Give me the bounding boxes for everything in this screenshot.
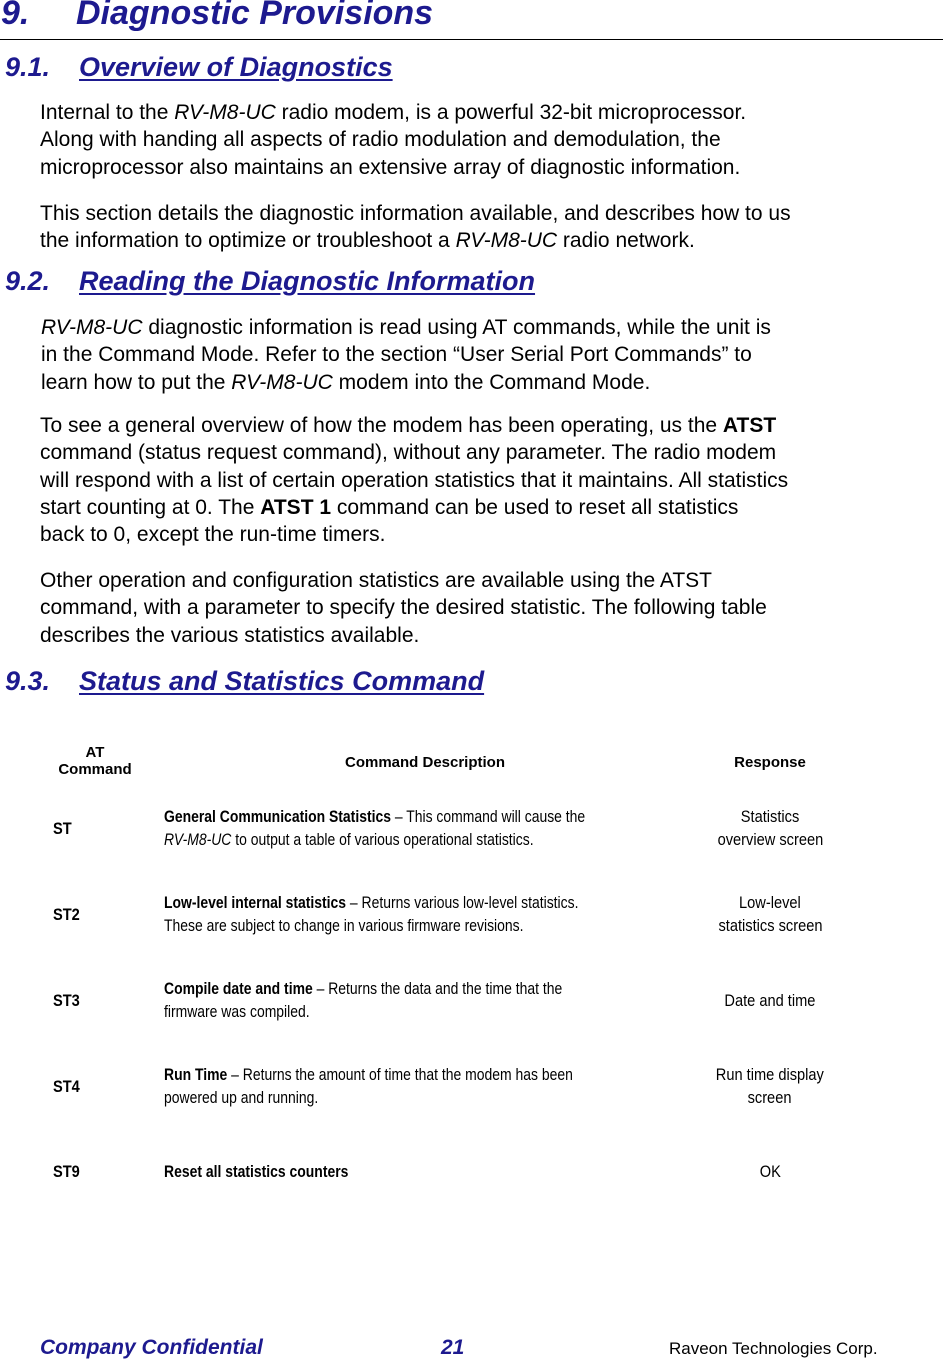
subsection-title: Overview of Diagnostics xyxy=(79,52,393,82)
table-cell-description: Run Time – Returns the amount of time that the modem has been powered up and running. xyxy=(164,1065,573,1107)
subsection-title: Reading the Diagnostic Information xyxy=(79,266,536,296)
footer-confidential: Company Confidential xyxy=(40,1336,263,1359)
table-cell-command: ST2 xyxy=(53,905,80,924)
subsection-heading-9-2: 9.2. Reading the Diagnostic Information xyxy=(5,266,536,296)
footer-company: Raveon Technologies Corp. xyxy=(669,1339,878,1358)
table-cell-command: ST4 xyxy=(53,1077,80,1096)
table-cell-description: Compile date and time – Returns the data and the time that the firmware was compiled. xyxy=(164,979,563,1021)
page-number: 21 xyxy=(441,1336,465,1359)
table-cell-description: General Communication Statistics – This command will cause the RV-M8-UC to output a table of various operational statistics. xyxy=(164,807,586,849)
section-number: 9. xyxy=(1,0,30,32)
table-header-description: Command Description xyxy=(344,754,506,771)
reading-paragraph-1: RV-M8-UC diagnostic information is read using AT commands, while the unit is in the Command Mode. Refer to the section “User Serial Port Commands” to learn how to put the RV-M8-UC modem into the Command Mode. xyxy=(41,316,771,394)
reading-paragraph-2: To see a general overview of how the modem has been operating, us the ATST command (status request command), without any parameter. The radio modem will respond with a list of certain operation statistics that it maintains. All statistics start counting at 0. The ATST 1 command can be used to reset all statistics back to 0, except the run-time timers. xyxy=(40,414,789,547)
table-cell-command: ST9 xyxy=(53,1162,80,1181)
subsection-heading-9-1: 9.1. Overview of Diagnostics xyxy=(5,52,393,82)
table-cell-response: Statistics overview screen xyxy=(717,807,823,849)
table-cell-response: Low-level statistics screen xyxy=(717,893,823,935)
section-title: Diagnostic Provisions xyxy=(76,0,434,32)
overview-paragraph-1: Internal to the RV-M8-UC radio modem, is a powerful 32-bit microprocessor. Along with handing all aspects of radio modulation and demodulation, the microprocessor also maintains an extensive array of diagnostic information. xyxy=(40,101,747,179)
overview-paragraph-2: This section details the diagnostic information available, and describes how to us the information to optimize or troubleshoot a RV-M8-UC radio network. xyxy=(40,202,791,253)
table-cell-response: Run time display screen xyxy=(715,1065,825,1107)
table-cell-description: Reset all statistics counters xyxy=(164,1162,349,1181)
table-header-command: AT Command xyxy=(58,744,132,778)
table-cell-response: OK xyxy=(759,1162,781,1181)
table-cell-response: Date and time xyxy=(724,991,816,1010)
page-footer xyxy=(0,1336,943,1366)
section-heading xyxy=(0,0,943,40)
table-cell-command: ST3 xyxy=(53,991,80,1010)
subsection-title: Status and Statistics Command xyxy=(79,666,485,696)
table-cell-command: ST xyxy=(53,819,72,838)
table-header-response: Response xyxy=(734,754,806,771)
table-cell-description: Low-level internal statistics – Returns various low-level statistics. These are subject to change in various firmware revisions. xyxy=(164,893,579,935)
subsection-heading-9-3: 9.3. Status and Statistics Command xyxy=(5,666,485,696)
reading-paragraph-3: Other operation and configuration statistics are available using the ATST command, with a parameter to specify the desired statistic. The following table describes the various statistics available. xyxy=(40,569,767,647)
